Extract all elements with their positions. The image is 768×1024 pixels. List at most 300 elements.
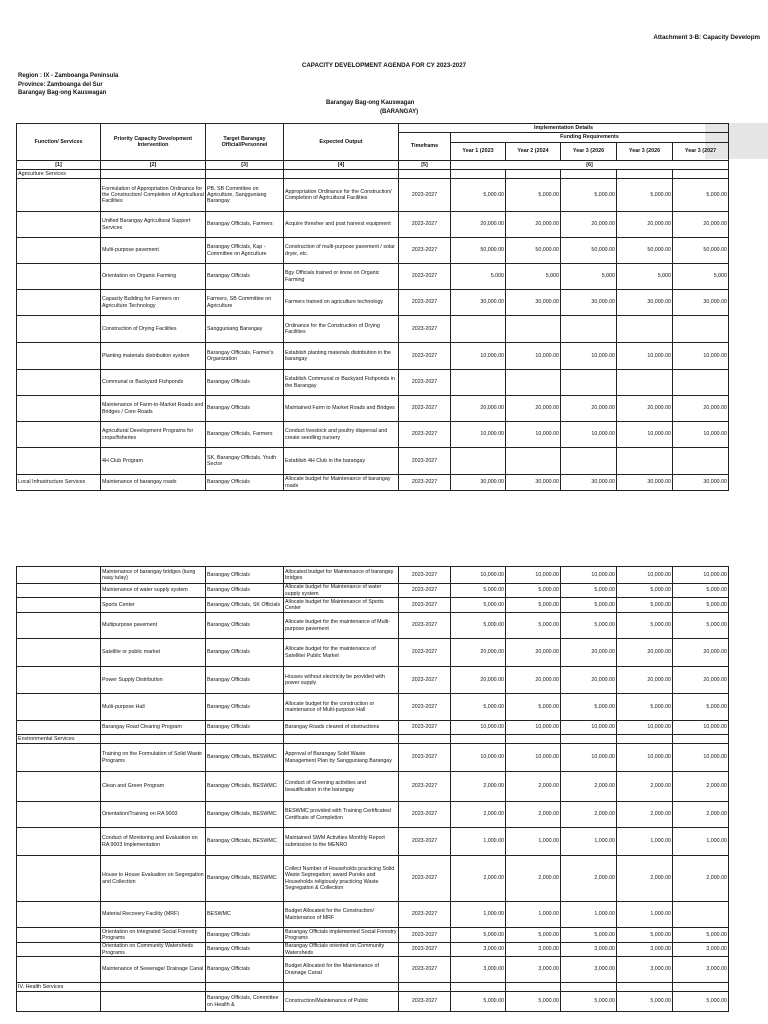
empty-cell — [284, 983, 399, 992]
intervention-cell: Orientation on Community Watersheds Programs — [101, 943, 206, 957]
amount-cell — [561, 370, 617, 396]
amount-cell: 5,000.00 — [451, 613, 506, 639]
amount-cell: 5,000.00 — [561, 179, 617, 212]
empty-cell — [617, 170, 673, 179]
target-cell: Barangay Officials — [206, 370, 284, 396]
function-cell — [17, 744, 101, 772]
amount-cell: 1,000.00 — [506, 828, 561, 856]
amount-cell: 10,000.00 — [451, 744, 506, 772]
intervention-cell: Agricultural Development Programs for crops/fisheries — [101, 422, 206, 448]
amount-cell: 30,000.00 — [673, 475, 729, 491]
intervention-cell: Barangay Road Clearing Program — [101, 721, 206, 735]
intervention-cell: Sports Center — [101, 598, 206, 613]
intervention-cell: Maintenance of barangay bridges (kung naay tulay) — [101, 567, 206, 584]
amount-cell: 3,000.00 — [617, 957, 673, 983]
amount-cell: 20,000.00 — [451, 396, 506, 422]
amount-cell: 20,000.00 — [451, 212, 506, 238]
intervention-cell: Training on the Formulation of Solid Waste Programs — [101, 744, 206, 772]
amount-cell: 5,000.00 — [673, 694, 729, 721]
target-cell: Barangay Officials — [206, 396, 284, 422]
table-row — [17, 343, 729, 370]
header-year: Year 3 (2026 — [561, 143, 617, 161]
output-cell: Allocate budget for Maintenance of Sports Center — [284, 598, 399, 613]
target-cell: Barangay Officials — [206, 639, 284, 667]
timeframe-cell: 2023-2027 — [399, 584, 451, 598]
target-cell: Barangay Officials — [206, 694, 284, 721]
target-cell: BESWMC — [206, 902, 284, 928]
table-row — [17, 422, 729, 448]
amount-cell — [617, 316, 673, 343]
header-year: Year 3 (2027 — [673, 143, 729, 161]
amount-cell — [673, 902, 729, 928]
timeframe-cell: 2023-2027 — [399, 475, 451, 491]
empty-cell — [206, 170, 284, 179]
output-cell: Establish 4H Club in the barangay — [284, 448, 399, 475]
barangay-type-label: (BARANGAY) — [380, 109, 419, 115]
empty-cell — [399, 170, 451, 179]
amount-cell: 20,000.00 — [617, 396, 673, 422]
amount-cell: 30,000.00 — [451, 290, 506, 316]
output-cell: Acquire thresher and post harvest equipment — [284, 212, 399, 238]
target-cell: Barangay Officials — [206, 264, 284, 290]
output-cell: Collect Number of Households practicing Solid Waste Segregation; award Puroks and Households religiously practicing Waste Segregation & Collection — [284, 856, 399, 902]
output-cell: Construction of multi-purpose pavement / solar dryer, etc. — [284, 238, 399, 264]
timeframe-cell: 2023-2027 — [399, 957, 451, 983]
amount-cell: 20,000.00 — [561, 396, 617, 422]
output-cell: Farmers trained on agriculture technology — [284, 290, 399, 316]
amount-cell — [451, 448, 506, 475]
amount-cell: 2,000.00 — [451, 772, 506, 802]
amount-cell: 5,000.00 — [673, 584, 729, 598]
function-cell — [17, 396, 101, 422]
timeframe-cell: 2023-2027 — [399, 943, 451, 957]
timeframe-cell: 2023-2027 — [399, 316, 451, 343]
amount-cell: 2,000.00 — [561, 856, 617, 902]
amount-cell: 3,000.00 — [451, 943, 506, 957]
amount-cell: 5,000.00 — [673, 613, 729, 639]
function-cell — [17, 992, 101, 1012]
section-label: Agriculture Services — [17, 170, 101, 179]
timeframe-cell: 2023-2027 — [399, 744, 451, 772]
amount-cell: 5,000.00 — [617, 694, 673, 721]
empty-cell — [101, 735, 206, 744]
amount-cell: 5,000.00 — [451, 598, 506, 613]
amount-cell: 5,000 — [673, 264, 729, 290]
function-cell — [17, 567, 101, 584]
barangay-heading — [326, 99, 418, 117]
amount-cell: 5,000.00 — [506, 928, 561, 943]
header-number: [3] — [206, 161, 284, 170]
amount-cell: 3,000.00 — [673, 943, 729, 957]
amount-cell: 2,000.00 — [451, 856, 506, 902]
table-row — [17, 902, 729, 928]
intervention-cell: House to House Evaluation on Segregation and Collection — [101, 856, 206, 902]
timeframe-cell: 2023-2027 — [399, 448, 451, 475]
intervention-cell: Capacity Building for Farmers on Agriculture Technology — [101, 290, 206, 316]
output-cell: Budget Allocated for the Maintenance of Drainage Canal — [284, 957, 399, 983]
empty-cell — [506, 735, 561, 744]
timeframe-cell: 2023-2027 — [399, 856, 451, 902]
amount-cell: 1,000.00 — [673, 828, 729, 856]
output-cell: Allocate budget for Maintenance of water supply system — [284, 584, 399, 598]
intervention-cell: Formulation of Appropriation Ordinance for the Construction/ Completion of Agricultural Facilities — [101, 179, 206, 212]
function-cell — [17, 957, 101, 983]
amount-cell: 5,000.00 — [673, 179, 729, 212]
amount-cell — [673, 370, 729, 396]
amount-cell: 20,000.00 — [617, 639, 673, 667]
amount-cell: 20,000.00 — [561, 212, 617, 238]
table-row — [17, 396, 729, 422]
empty-cell — [399, 735, 451, 744]
timeframe-cell: 2023-2027 — [399, 343, 451, 370]
amount-cell: 5,000.00 — [617, 928, 673, 943]
empty-cell — [617, 983, 673, 992]
amount-cell: 10,000.00 — [561, 343, 617, 370]
amount-cell: 5,000.00 — [561, 928, 617, 943]
timeframe-cell: 2023-2027 — [399, 598, 451, 613]
intervention-cell: Orientation on Organic Farming — [101, 264, 206, 290]
amount-cell — [451, 316, 506, 343]
table-row — [17, 290, 729, 316]
empty-cell — [561, 735, 617, 744]
timeframe-cell: 2023-2027 — [399, 992, 451, 1012]
amount-cell: 20,000.00 — [617, 667, 673, 694]
function-cell — [17, 290, 101, 316]
intervention-cell: Clean and Green Program — [101, 772, 206, 802]
amount-cell: 1,000.00 — [451, 902, 506, 928]
amount-cell — [561, 316, 617, 343]
amount-cell: 2,000.00 — [451, 802, 506, 828]
table-row — [17, 598, 729, 613]
amount-cell: 1,000.00 — [506, 902, 561, 928]
target-cell: Barangay Officials, BESWMC — [206, 772, 284, 802]
intervention-cell: Orientation/Training on RA 9003 — [101, 802, 206, 828]
amount-cell — [617, 370, 673, 396]
function-cell — [17, 639, 101, 667]
empty-cell — [451, 983, 506, 992]
function-cell — [17, 179, 101, 212]
province-label: Province: Zamboanga del Sur — [18, 81, 103, 88]
output-cell: Conduct of Greening activities and beautification in the barangay — [284, 772, 399, 802]
amount-cell — [506, 370, 561, 396]
intervention-cell: Orientation on Integrated Social Forestry Programs — [101, 928, 206, 943]
header-output: Expected Output — [284, 124, 399, 161]
amount-cell: 5,000.00 — [506, 179, 561, 212]
amount-cell: 5,000.00 — [506, 694, 561, 721]
amount-cell: 2,000.00 — [673, 772, 729, 802]
amount-cell: 20,000.00 — [673, 667, 729, 694]
function-cell: Local Infrastructure Services — [17, 475, 101, 491]
amount-cell: 10,000.00 — [617, 422, 673, 448]
attachment-label: Attachment 3-B: Capacity Developm — [653, 34, 760, 41]
timeframe-cell: 2023-2027 — [399, 667, 451, 694]
region-label: Region : IX - Zamboanga Peninsula — [18, 73, 119, 79]
target-cell: Barangay Officials, Farmers — [206, 212, 284, 238]
header-number: [4] — [284, 161, 399, 170]
amount-cell: 2,000.00 — [617, 856, 673, 902]
target-cell: Sangguniang Barangay — [206, 316, 284, 343]
timeframe-cell: 2023-2027 — [399, 772, 451, 802]
amount-cell: 50,000.00 — [451, 238, 506, 264]
table-row — [17, 943, 729, 957]
amount-cell: 5,000.00 — [561, 992, 617, 1012]
timeframe-cell: 2023-2027 — [399, 613, 451, 639]
timeframe-cell: 2023-2027 — [399, 828, 451, 856]
table-row — [17, 992, 729, 1012]
intervention-cell: Conduct of Monitoring and Evaluation on RA 9003 Implementation — [101, 828, 206, 856]
amount-cell: 30,000.00 — [561, 475, 617, 491]
output-cell: Allocate budget for the maintenance of Multi-purpose pavement — [284, 613, 399, 639]
amount-cell: 20,000.00 — [451, 667, 506, 694]
amount-cell: 10,000.00 — [506, 343, 561, 370]
section-row — [17, 983, 729, 992]
target-cell: Barangay Officials, BESWMC — [206, 856, 284, 902]
function-cell — [17, 943, 101, 957]
amount-cell: 3,000.00 — [561, 957, 617, 983]
table-row — [17, 802, 729, 828]
function-cell — [17, 264, 101, 290]
timeframe-cell: 2023-2027 — [399, 639, 451, 667]
empty-cell — [673, 170, 729, 179]
amount-cell: 20,000.00 — [561, 639, 617, 667]
table-row — [17, 694, 729, 721]
amount-cell: 20,000.00 — [617, 212, 673, 238]
amount-cell: 5,000.00 — [617, 179, 673, 212]
table-row — [17, 475, 729, 491]
empty-cell — [451, 735, 506, 744]
function-cell — [17, 721, 101, 735]
empty-cell — [284, 735, 399, 744]
timeframe-cell: 2023-2027 — [399, 264, 451, 290]
amount-cell: 5,000.00 — [617, 584, 673, 598]
empty-cell — [561, 983, 617, 992]
function-cell — [17, 238, 101, 264]
amount-cell: 30,000.00 — [617, 475, 673, 491]
timeframe-cell: 2023-2027 — [399, 290, 451, 316]
empty-cell — [451, 170, 506, 179]
output-cell: Barangay Officials oriented on Community Watersheds — [284, 943, 399, 957]
amount-cell: 10,000.00 — [506, 721, 561, 735]
page-title: CAPACITY DEVELOPMENT AGENDA FOR CY 2023-2027 — [301, 62, 467, 69]
function-cell — [17, 694, 101, 721]
amount-cell — [506, 448, 561, 475]
amount-cell: 30,000.00 — [673, 290, 729, 316]
amount-cell: 50,000.00 — [673, 238, 729, 264]
function-cell — [17, 316, 101, 343]
table-row — [17, 316, 729, 343]
amount-cell: 20,000.00 — [506, 667, 561, 694]
amount-cell: 5,000.00 — [451, 584, 506, 598]
amount-cell: 20,000.00 — [673, 212, 729, 238]
header-number: [2] — [101, 161, 206, 170]
amount-cell — [451, 370, 506, 396]
function-cell — [17, 802, 101, 828]
section-row — [17, 170, 729, 179]
header-year: Year 3 (2026 — [617, 143, 673, 161]
output-cell: Barangay Roads cleared of obstructions — [284, 721, 399, 735]
agenda-table-page1 — [16, 123, 729, 491]
function-cell — [17, 772, 101, 802]
table-row — [17, 639, 729, 667]
timeframe-cell: 2023-2027 — [399, 212, 451, 238]
table-row — [17, 448, 729, 475]
empty-cell — [506, 170, 561, 179]
header-row-numbers — [17, 161, 729, 170]
target-cell: Barangay Officials, Farmer's Organization — [206, 343, 284, 370]
amount-cell: 1,000.00 — [617, 902, 673, 928]
output-cell: Maintained Farm to Market Roads and Bridges — [284, 396, 399, 422]
amount-cell: 10,000.00 — [561, 744, 617, 772]
table-row — [17, 721, 729, 735]
table-row — [17, 212, 729, 238]
amount-cell: 2,000.00 — [506, 856, 561, 902]
amount-cell: 10,000.00 — [673, 567, 729, 584]
timeframe-cell: 2023-2027 — [399, 802, 451, 828]
amount-cell: 5,000.00 — [561, 613, 617, 639]
header-timeframe: Timeframe — [399, 133, 451, 161]
target-cell: Barangay Officials — [206, 667, 284, 694]
table-row — [17, 264, 729, 290]
amount-cell: 10,000.00 — [451, 343, 506, 370]
empty-cell — [673, 735, 729, 744]
target-cell: Farmers, SB Committee on Agriculture — [206, 290, 284, 316]
amount-cell — [617, 448, 673, 475]
amount-cell: 3,000.00 — [506, 943, 561, 957]
table-row — [17, 957, 729, 983]
output-cell: Establish planting materials distribution in the barangay — [284, 343, 399, 370]
header-year: Year 2 (2024 — [506, 143, 561, 161]
table-row — [17, 744, 729, 772]
target-cell: Barangay Officials, Committee on Health & — [206, 992, 284, 1012]
function-cell — [17, 448, 101, 475]
header-funding: Funding Requirements — [451, 133, 729, 143]
target-cell: SK, Barangay Officials, Youth Sector — [206, 448, 284, 475]
target-cell: Barangay Officials — [206, 943, 284, 957]
amount-cell: 10,000.00 — [617, 343, 673, 370]
intervention-cell: Multi-purpose Hall — [101, 694, 206, 721]
target-cell: Barangay Officials — [206, 584, 284, 598]
amount-cell: 5,000.00 — [561, 598, 617, 613]
amount-cell: 10,000.00 — [451, 567, 506, 584]
target-cell: Barangay Officials, Kap - Committee on Agriculture — [206, 238, 284, 264]
intervention-cell: Maintenance of barangay roads — [101, 475, 206, 491]
timeframe-cell: 2023-2027 — [399, 238, 451, 264]
function-cell — [17, 613, 101, 639]
empty-cell — [284, 170, 399, 179]
amount-cell: 5,000.00 — [506, 613, 561, 639]
amount-cell: 2,000.00 — [617, 802, 673, 828]
header-function: Function/ Services — [17, 124, 101, 161]
table-row — [17, 238, 729, 264]
section-label: IV. Health Services — [17, 983, 101, 992]
timeframe-cell: 2023-2027 — [399, 902, 451, 928]
output-cell: Appropriation Ordinance for the Construction/ Completion of Agricultural Facilities — [284, 179, 399, 212]
amount-cell: 10,000.00 — [617, 567, 673, 584]
target-cell: Barangay Officials, BESWMC — [206, 802, 284, 828]
amount-cell: 5,000.00 — [561, 584, 617, 598]
amount-cell: 10,000.00 — [561, 422, 617, 448]
amount-cell: 5,000.00 — [451, 179, 506, 212]
amount-cell: 5,000 — [561, 264, 617, 290]
output-cell: Ordinance for the Construction of Drying Facilities — [284, 316, 399, 343]
table-row — [17, 667, 729, 694]
amount-cell: 5,000 — [451, 264, 506, 290]
amount-cell: 50,000.00 — [617, 238, 673, 264]
intervention-cell: Communal or Backyard Fishponds — [101, 370, 206, 396]
amount-cell: 30,000.00 — [506, 475, 561, 491]
amount-cell: 5,000.00 — [451, 928, 506, 943]
amount-cell: 1,000.00 — [561, 902, 617, 928]
amount-cell: 10,000.00 — [617, 744, 673, 772]
amount-cell: 20,000.00 — [506, 212, 561, 238]
header-target: Target Barangay Official/Personnel — [206, 124, 284, 161]
amount-cell: 2,000.00 — [506, 802, 561, 828]
output-cell: Maintained SWM Activities Monthly Report submission to the MENRO — [284, 828, 399, 856]
timeframe-cell: 2023-2027 — [399, 694, 451, 721]
amount-cell: 10,000.00 — [673, 343, 729, 370]
amount-cell — [561, 448, 617, 475]
intervention-cell — [101, 992, 206, 1012]
table-row — [17, 613, 729, 639]
amount-cell: 30,000.00 — [561, 290, 617, 316]
table-row — [17, 928, 729, 943]
amount-cell: 3,000.00 — [506, 957, 561, 983]
intervention-cell: Construction of Drying Facilities — [101, 316, 206, 343]
function-cell — [17, 422, 101, 448]
intervention-cell: Maintenance of water supply system — [101, 584, 206, 598]
empty-cell — [206, 983, 284, 992]
table-row — [17, 567, 729, 584]
amount-cell: 20,000.00 — [673, 396, 729, 422]
target-cell: PB, SB Committee on Agriculture, Sangguniang Barangay — [206, 179, 284, 212]
table-row — [17, 179, 729, 212]
target-cell: Barangay Officials — [206, 721, 284, 735]
amount-cell: 10,000.00 — [561, 721, 617, 735]
output-cell: Allocated budget for Maintenance of barangay bridges — [284, 567, 399, 584]
amount-cell: 10,000.00 — [506, 422, 561, 448]
amount-cell: 5,000.00 — [506, 598, 561, 613]
amount-cell: 5,000 — [617, 264, 673, 290]
target-cell: Barangay Officials, BESWMC — [206, 744, 284, 772]
section-row — [17, 735, 729, 744]
location-block — [18, 72, 118, 98]
timeframe-cell: 2023-2027 — [399, 422, 451, 448]
target-cell: Barangay Officials, BESWMC — [206, 828, 284, 856]
target-cell: Barangay Officials — [206, 928, 284, 943]
timeframe-cell: 2023-2027 — [399, 179, 451, 212]
amount-cell: 5,000.00 — [506, 992, 561, 1012]
timeframe-cell: 2023-2027 — [399, 721, 451, 735]
amount-cell: 3,000.00 — [673, 957, 729, 983]
target-cell: Barangay Officials, SK Officials — [206, 598, 284, 613]
function-cell — [17, 598, 101, 613]
amount-cell: 30,000.00 — [451, 475, 506, 491]
amount-cell: 5,000.00 — [617, 992, 673, 1012]
target-cell: Barangay Officials — [206, 567, 284, 584]
target-cell: Barangay Officials — [206, 475, 284, 491]
empty-cell — [206, 735, 284, 744]
amount-cell: 50,000.00 — [561, 238, 617, 264]
amount-cell — [673, 316, 729, 343]
output-cell: Allocate budget for the construction or maintenance of Multi-purpose Hall — [284, 694, 399, 721]
amount-cell: 3,000.00 — [617, 943, 673, 957]
amount-cell: 5,000.00 — [617, 613, 673, 639]
amount-cell: 10,000.00 — [451, 721, 506, 735]
output-cell: Approval of Barangay Solid Waste Management Plan by Sangguniang Barangay — [284, 744, 399, 772]
amount-cell: 20,000.00 — [561, 667, 617, 694]
amount-cell: 30,000.00 — [617, 290, 673, 316]
header-implementation: Implementation Details — [399, 124, 729, 133]
